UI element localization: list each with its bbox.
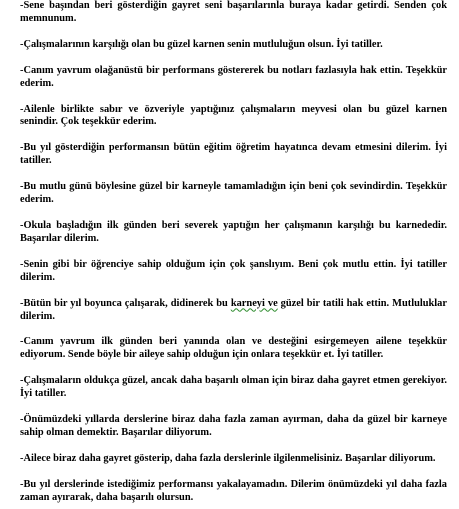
comment-paragraph-9 <box>20 298 447 324</box>
comment-paragraph-13: -Ailece biraz daha gayret gösterip, daha fazla derslerinle ilgilenmelisiniz. Başarılar diliyorum. <box>20 452 436 464</box>
comment-paragraph-9-start: -Bütün bir yıl boyunca çalışarak, didinerek bu <box>20 297 231 309</box>
comment-paragraph-11: -Çalışmaların oldukça güzel, ancak daha başarılı olman için biraz daha gayret etmen gerekiyor. İyi tatiller. <box>20 375 447 400</box>
comment-paragraph-4: -Ailenle birlikte sabır ve özveriyle yaptığınız çalışmaların meyvesi olan bu güzel karnen senindir. Çok teşekkür ederim. <box>20 103 447 128</box>
comment-paragraph-2: -Çalışmalarının karşılığı olan bu güzel karnen senin mutluluğun olsun. İyi tatiller. <box>20 38 383 50</box>
comment-paragraph-1: -Sene başından beri gösterdiğin gayret seni başarılarınla buraya kadar getirdi. Senden çok memnunum. <box>20 0 447 24</box>
comment-paragraph-5: -Bu yıl gösterdiğin performansın bütün eğitim öğretim hayatınca devam etmesini dilerim. İyi tatiller. <box>20 142 447 167</box>
comment-paragraph-8: -Senin gibi bir öğrenciye sahip olduğum için çok şanslıyım. Beni çok mutlu ettin. İyi tatiller dilerim. <box>20 258 447 283</box>
spellcheck-flagged-text[interactable]: karneyi ve <box>230 297 278 309</box>
comment-paragraph-12: -Önümüzdeki yıllarda derslerine biraz daha fazla zaman ayırman, daha da güzel bir karneye sahip olman demektir. Başarılar diliyorum. <box>20 414 447 438</box>
comment-paragraph-7: -Okula başladığın ilk günden beri severek yaptığın her çalışmanın karşılığı bu karnededir. Başarılar dilerim. <box>20 219 447 244</box>
comment-paragraph-10: -Canım yavrum ilk günden beri yanında olan ve desteğini esirgemeyen ailene teşekkür ediyorum. Sende böyle bir aileye sahip olduğun için onlara teşekkür et. İyi tatiller. <box>20 336 447 361</box>
comment-paragraph-3: -Canım yavrum olağanüstü bir performans göstererek bu notları fazlasıyla hak ettin. Teşekkür ederim. <box>20 64 447 89</box>
comment-paragraph-6: -Bu mutlu günü böylesine güzel bir karneyle tamamladığın için beni çok sevindirdin. Teşekkür ederim. <box>20 181 447 206</box>
comment-paragraph-9-end: güzel bir tatili hak ettin. Mutluluklar dilerim. <box>20 297 447 322</box>
comment-paragraph-14: -Bu yıl derslerinde istediğimiz performansı yakalayamadın. Dilerim önümüzdeki yıl daha fazla zaman ayırarak, daha başarılı olursun. <box>20 478 447 503</box>
